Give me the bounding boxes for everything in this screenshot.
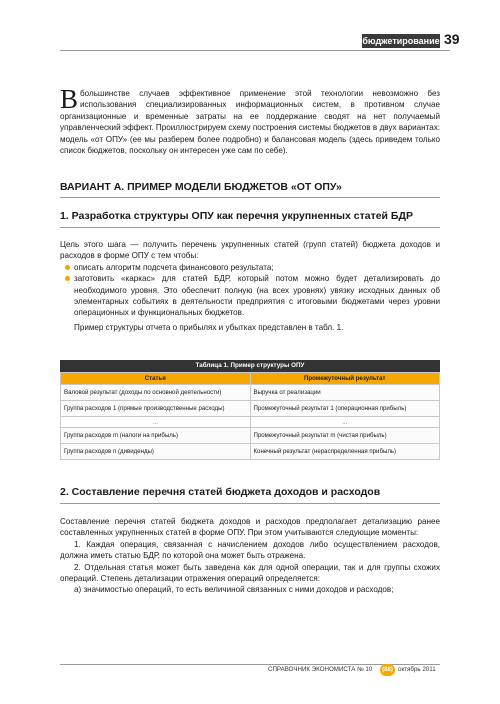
footer-badge: (88): [380, 664, 395, 676]
divider: [60, 503, 440, 504]
table-header-result: Промежуточный результат: [250, 373, 440, 385]
section2-point: а) значимостью операций, то есть величиной связанных с ними доходов и расходов;: [74, 585, 394, 595]
page-number: 39: [444, 31, 460, 47]
table-row: [61, 401, 440, 417]
table-caption: Таблица 1. Пример структуры ОПУ: [60, 360, 440, 372]
table-header-article: Статья: [61, 373, 251, 385]
section2-body: [60, 516, 440, 596]
footer-date: октябрь 2011: [398, 666, 436, 673]
table-cell: ...: [61, 417, 251, 428]
section-label: бюджетирование: [362, 36, 440, 46]
divider: [60, 227, 440, 228]
table-cell: Промежуточный результат m (чистая прибыль): [250, 428, 440, 444]
section2-point: 1. Каждая операция, связанная с начислением доходов либо осуществлением расходов, должна иметь статью БДР, по которой она может быть отражена.: [60, 539, 440, 561]
section2-intro: Составление перечня статей бюджета доходов и расходов предполагает детализацию ранее составленных укрупненных статей в форме ОПУ. При этом учитываются следующие моменты:: [60, 517, 440, 538]
table-row: [61, 417, 440, 428]
drop-cap: В: [60, 84, 79, 114]
table-cell: ...: [250, 417, 440, 428]
section1-intro: Цель этого шага — получить перечень укрупненных статей (групп статей) бюджета доходов и расходов в форме ОПУ с тем чтобы:: [60, 240, 440, 261]
table-cell: Выручка от реализации: [250, 385, 440, 401]
section1-bullets: [60, 262, 440, 319]
variant-heading: ВАРИАНТ А. ПРИМЕР МОДЕЛИ БЮДЖЕТОВ «ОТ ОПУ»: [60, 181, 342, 193]
table-reference: Пример структуры отчета о прибылях и убытках представлен в табл. 1.: [74, 322, 344, 332]
table-cell: Валовой результат (доходы по основной деятельности): [61, 385, 251, 401]
table-cell: Группа расходов m (налоги на прибыль): [61, 428, 251, 444]
intro-paragraph: [60, 84, 440, 156]
intro-text: большинстве случаев эффективное применение этой технологии невозможно без использования специализированных информационных систем, в противном случае организационные и временные затраты на ее поддержание сводят на нет получаемый управленческий эффект. Проиллюстрируем схему построения системы бюджетов в двух вариантах: модель «от ОПУ» (ее мы разберем более подробно) и балансовая модель (здесь приведем только список бюджетов, поскольку он интересен уже сам по себе).: [60, 89, 440, 156]
footer-journal: СПРАВОЧНИК ЭКОНОМИСТА № 10: [268, 666, 373, 673]
header-divider: [60, 50, 450, 51]
list-item: описать алгоритм подсчета финансового результата;: [60, 262, 440, 273]
table-cell: Группа расходов n (дивиденды): [61, 444, 251, 460]
table-header-row: [61, 373, 440, 385]
bullet-dot-icon: [65, 265, 70, 270]
divider: [60, 197, 440, 198]
section1-title: 1. Разработка структуры ОПУ как перечня укрупненных статей БДР: [60, 210, 413, 222]
table-row: [61, 385, 440, 401]
table-cell: Промежуточный результат 1 (операционная прибыль): [250, 401, 440, 417]
table-row: [61, 428, 440, 444]
list-item: заготовить «каркас» для статей БДР, который потом можно будет детализировать до необходимого уровня. Это обеспечит полную (на всех уровнях) увязку исходных данных об элементарных событиях в деятельности предприятия с итоговыми бюджетами через уровни операционных и функциональных бюджетов.: [60, 273, 440, 319]
section2-title: 2. Составление перечня статей бюджета доходов и расходов: [60, 486, 381, 498]
table-row: [61, 444, 440, 460]
table-cell: Группа расходов 1 (прямые производственные расходы): [61, 401, 251, 417]
table-1: [60, 360, 440, 460]
table-cell: Конечный результат (нераспределенная прибыль): [250, 444, 440, 460]
section1-body: [60, 239, 440, 333]
section2-point: 2. Отдельная статья может быть заведена как для одной операции, так и для группы схожих операций. Степень детализации отражения операций определяется:: [60, 562, 440, 584]
bullet-dot-icon: [65, 276, 70, 281]
